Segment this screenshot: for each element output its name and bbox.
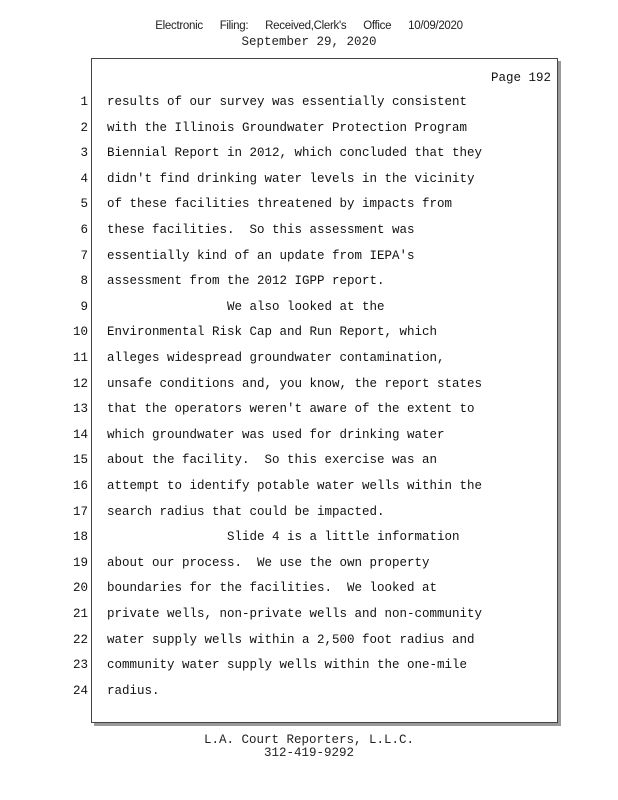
transcript-line: with the Illinois Groundwater Protection Program: [107, 120, 468, 135]
transcript-line: water supply wells within a 2,500 foot radius and: [107, 632, 475, 647]
line-number: 17: [72, 504, 88, 519]
line-number: 20: [72, 581, 88, 596]
line-number: 22: [72, 632, 88, 647]
transcript-line: of these facilities threatened by impacts from: [107, 197, 453, 212]
transcript-date: September 29, 2020: [241, 35, 377, 49]
line-number: 21: [72, 607, 88, 621]
line-number: 11: [72, 351, 88, 365]
filing-word-received: Received,Clerk's: [265, 20, 347, 32]
line-number: 6: [80, 223, 88, 237]
filing-word-filing: Filing:: [219, 20, 249, 32]
transcript-line: attempt to identify potable water wells within the: [107, 479, 483, 493]
line-number: 10: [72, 325, 88, 340]
line-number: 18: [72, 530, 88, 545]
page-number: Page 192: [490, 71, 551, 85]
line-number: 15: [72, 453, 88, 468]
filing-word-office: Office: [363, 20, 392, 32]
line-number: 24: [72, 683, 88, 698]
transcript-line: private wells, non-private wells and non-community: [107, 607, 483, 621]
line-number: 12: [72, 376, 88, 391]
filing-date: 10/09/2020: [408, 20, 463, 32]
filing-stamp: [0, 20, 618, 32]
transcript-line: these facilities. So this assessment was: [107, 223, 415, 237]
line-number: 14: [72, 427, 88, 442]
filing-word-electronic: Electronic: [155, 20, 203, 32]
transcript-line: Environmental Risk Cap and Run Report, which: [107, 325, 438, 340]
transcript-line: didn't find drinking water levels in the vicinity: [107, 171, 475, 186]
transcript-line: radius.: [107, 683, 160, 698]
line-number: 19: [72, 555, 88, 570]
transcript-line: assessment from the 2012 IGPP report.: [107, 274, 385, 289]
transcript-line: Slide 4 is a little information: [107, 530, 460, 545]
reporter-company: L.A. Court Reporters, L.L.C.: [203, 733, 415, 747]
line-number: 4: [80, 171, 88, 186]
transcript-line: community water supply wells within the one-mile: [107, 658, 468, 673]
reporter-phone: 312-419-9292: [263, 746, 354, 760]
transcript-line: results of our survey was essentially consistent: [107, 95, 468, 109]
transcript-line: about our process. We use the own property: [107, 555, 430, 570]
line-number: 2: [80, 120, 88, 135]
transcript-line: essentially kind of an update from IEPA's: [107, 248, 415, 263]
line-number: 23: [72, 658, 88, 673]
line-number: 16: [72, 479, 88, 493]
line-number: 1: [80, 95, 88, 109]
transcript-line: search radius that could be impacted.: [107, 504, 385, 519]
transcript-line: unsafe conditions and, you know, the report states: [107, 376, 483, 391]
transcript-line: boundaries for the facilities. We looked at: [107, 581, 438, 596]
line-number: 9: [80, 299, 88, 314]
line-number: 13: [72, 402, 88, 417]
transcript-line: We also looked at the: [107, 299, 385, 314]
line-number: 5: [80, 197, 88, 212]
transcript-line: which groundwater was used for drinking water: [107, 427, 445, 442]
line-number: 8: [80, 274, 88, 289]
transcript-line: Biennial Report in 2012, which concluded that they: [107, 146, 483, 161]
transcript-line: about the facility. So this exercise was an: [107, 453, 438, 468]
line-number: 7: [80, 248, 88, 263]
transcript-line: alleges widespread groundwater contamination,: [107, 351, 445, 365]
line-number: 3: [80, 146, 88, 161]
transcript-line: that the operators weren't aware of the extent to: [107, 402, 475, 417]
